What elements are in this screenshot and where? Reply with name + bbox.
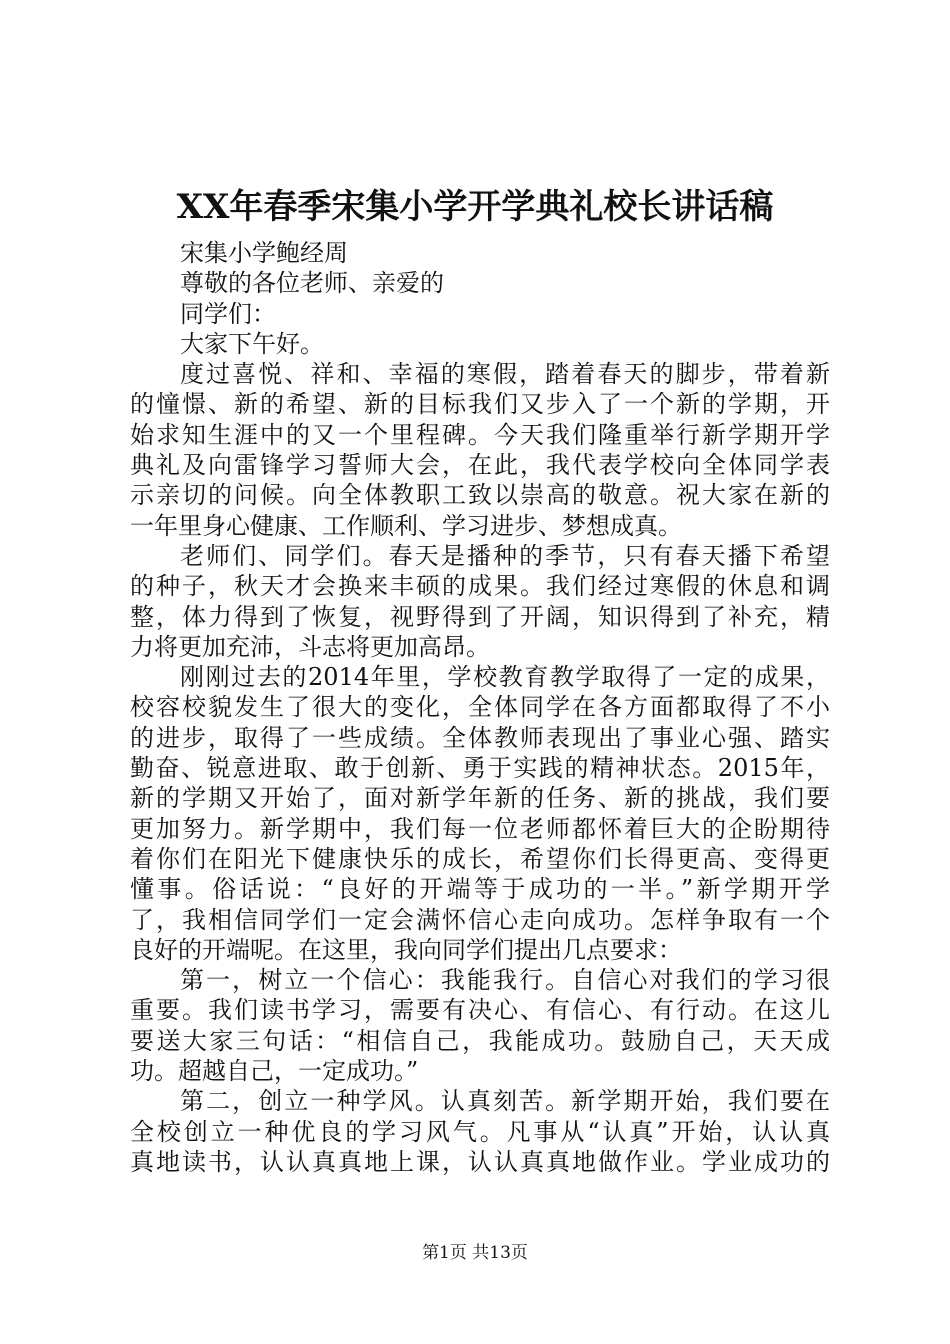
text-line: 新的学期又开始了，面对新学年新的任务、新的挑战，我们要 [130,784,830,813]
text-line: 功。超越自己，一定成功。” [130,1057,419,1086]
text-line: 老师们、同学们。春天是播种的季节，只有春天播下希望 [180,541,830,570]
text-line: 大家下午好。 [180,329,324,358]
text-line: 着你们在阳光下健康快乐的成长，希望你们长得更高、变得更 [130,844,830,873]
page-footer: 第1页 共13页 [422,1243,528,1263]
text-line: 典礼及向雷锋学习誓师大会，在此，我代表学校向全体同学表 [130,451,830,480]
text-line: 第二，创立一种学风。认真刻苦。新学期开始，我们要在 [180,1087,830,1116]
text-line: 的憧憬、新的希望、新的目标我们又步入了一个新的学期，开 [130,390,830,419]
text-line: 更加努力。新学期中，我们每一位老师都怀着巨大的企盼期待 [130,814,830,843]
text-line: 力将更加充沛，斗志将更加高昂。 [130,632,490,661]
text-line: 整，体力得到了恢复，视野得到了开阔，知识得到了补充，精 [130,602,830,631]
text-line: 一年里身心健康、工作顺利、学习进步、梦想成真。 [130,511,682,540]
text-line: 的进步，取得了一些成绩。全体教师表现出了事业心强、踏实 [130,723,830,752]
text-line: 懂事。俗话说：“良好的开端等于成功的一半。”新学期开学 [130,875,830,904]
text-line: 真地读书，认认真真地上课，认认真真地做作业。学业成功的 [130,1147,830,1176]
text-line: 示亲切的问候。向全体教职工致以崇高的敬意。祝大家在新的 [130,481,830,510]
text-line: 始求知生涯中的又一个里程碑。今天我们隆重举行新学期开学 [130,420,830,449]
text-line: 勤奋、锐意进取、敢于创新、勇于实践的精神状态。2015年， [130,754,830,783]
text-line: 全校创立一种优良的学习风气。凡事从“认真”开始，认认真 [130,1117,830,1146]
text-line: 宋集小学鲍经周 [180,239,348,267]
text-line: 校容校貌发生了很大的变化，全体同学在各方面都取得了不小 [130,693,830,722]
text-line: 的种子，秋天才会换来丰硕的成果。我们经过寒假的休息和调 [130,572,830,601]
text-line: 刚刚过去的2014年里，学校教育教学取得了一定的成果， [180,663,830,692]
text-line: 同学们： [180,299,276,328]
text-line: 重要。我们读书学习，需要有决心、有信心、有行动。在这儿 [130,996,830,1025]
text-line: 第一，树立一个信心：我能我行。自信心对我们的学习很 [180,966,830,995]
document-title: XX年春季宋集小学开学典礼校长讲话稿 [176,187,774,227]
text-line: 了，我相信同学们一定会满怀信心走向成功。怎样争取有一个 [130,905,830,934]
text-line: 要送大家三句话：“相信自己，我能成功。鼓励自己，天天成 [130,1026,830,1055]
text-line: 尊敬的各位老师、亲爱的 [180,269,444,298]
document-body [130,238,830,1177]
text-line: 度过喜悦、祥和、幸福的寒假，踏着春天的脚步，带着新 [180,360,830,389]
text-line: 良好的开端呢。在这里，我向同学们提出几点要求： [130,935,682,964]
